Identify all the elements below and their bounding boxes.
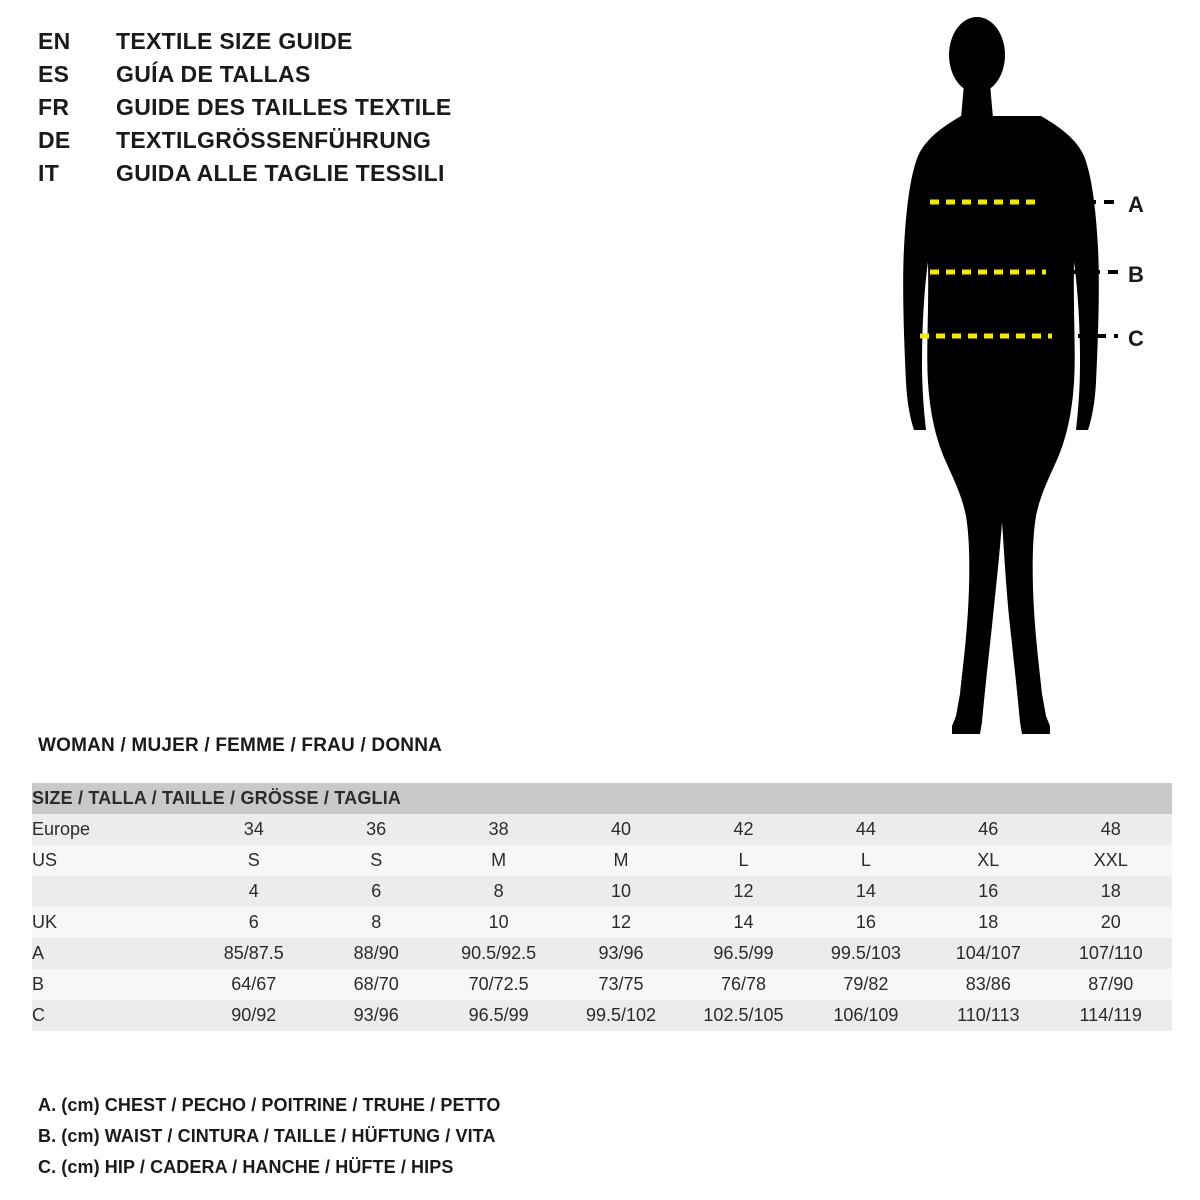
cell-a-1: 88/90 [353,943,399,963]
cell-c-2: 96.5/99 [468,1005,529,1025]
cell-a-6: 104/107 [955,943,1021,963]
cell-uk-0: 6 [248,912,259,932]
title-row-es [38,61,658,94]
cell-b-5: 79/82 [843,974,889,994]
title-row-fr [38,94,658,127]
table-row [32,845,1172,876]
title-lang-en: EN [38,28,71,54]
cell-europe-7: 48 [1100,819,1121,839]
cell-c-4: 102.5/105 [703,1005,784,1025]
cell-b-6: 83/86 [965,974,1011,994]
title-text-fr: GUIDE DES TAILLES TEXTILE [116,94,452,120]
title-lang-it: IT [38,160,60,186]
cell-c-5: 106/109 [833,1005,899,1025]
table-row [32,1000,1172,1031]
cell-b-0: 64/67 [231,974,277,994]
title-lang-es: ES [38,61,70,87]
cell-uk-6: 18 [978,912,999,932]
cell-uk-3: 12 [611,912,632,932]
cell-b-2: 70/72.5 [468,974,529,994]
cell-us-4: L [738,850,749,870]
cell-c-1: 93/96 [353,1005,399,1025]
footnote-waist: B. (cm) WAIST / CINTURA / TAILLE / HÜFTUNG / VITA [38,1126,496,1146]
cell-europe-2: 38 [488,819,509,839]
cell-b-3: 73/75 [598,974,644,994]
measure-label-c: C [1128,326,1144,351]
section-heading: WOMAN / MUJER / FEMME / FRAU / DONNA [38,735,443,756]
table-row [32,876,1172,907]
table-row [32,907,1172,938]
cell-us-7: XXL [1093,850,1128,870]
cell-c-3: 99.5/102 [586,1005,657,1025]
body-figure [860,10,1190,750]
size-table [32,783,1172,1031]
cell-usnum-6: 16 [978,881,999,901]
cell-uk-2: 10 [488,912,509,932]
cell-usnum-1: 6 [371,881,382,901]
cell-usnum-3: 10 [611,881,632,901]
cell-us-6: XL [977,850,1000,870]
cell-europe-0: 34 [243,819,264,839]
cell-a-0: 85/87.5 [223,943,284,963]
cell-europe-1: 36 [366,819,387,839]
cell-us-3: M [613,850,629,870]
cell-usnum-2: 8 [493,881,504,901]
cell-usnum-7: 18 [1100,881,1121,901]
table-header-row [32,783,1172,814]
title-lang-fr: FR [38,94,70,120]
cell-europe-5: 44 [855,819,876,839]
row-label-b: B [32,974,45,994]
row-label-us-numeric [32,876,193,907]
cell-uk-7: 20 [1100,912,1121,932]
row-label-a: A [32,943,45,963]
table-row [32,969,1172,1000]
cell-us-2: M [491,850,507,870]
cell-usnum-4: 12 [733,881,754,901]
cell-us-1: S [370,850,383,870]
cell-a-2: 90.5/92.5 [461,943,537,963]
cell-europe-3: 40 [611,819,632,839]
cell-b-4: 76/78 [720,974,766,994]
title-row-de [38,127,658,160]
row-label-europe: Europe [32,819,91,839]
footnotes [38,1090,838,1183]
footnote-hip: C. (cm) HIP / CADERA / HANCHE / HÜFTE / HIPS [38,1157,454,1177]
table-row [32,814,1172,845]
title-text-en: TEXTILE SIZE GUIDE [116,28,353,54]
woman-silhouette-icon [860,10,1190,750]
cell-b-7: 87/90 [1088,974,1134,994]
title-text-es: GUÍA DE TALLAS [116,61,311,87]
cell-a-3: 93/96 [598,943,644,963]
table-row [32,938,1172,969]
cell-usnum-0: 4 [248,881,259,901]
cell-uk-5: 16 [855,912,876,932]
title-row-en [38,28,658,61]
cell-usnum-5: 14 [855,881,876,901]
row-label-us: US [32,850,58,870]
table-header-label: SIZE / TALLA / TAILLE / GRÖSSE / TAGLIA [32,783,1172,814]
cell-europe-6: 46 [978,819,999,839]
cell-europe-4: 42 [733,819,754,839]
title-block [38,28,658,193]
cell-us-0: S [247,850,260,870]
title-text-it: GUIDA ALLE TAGLIE TESSILI [116,160,445,186]
measure-label-b: B [1128,262,1144,287]
cell-a-4: 96.5/99 [713,943,774,963]
cell-c-6: 110/113 [957,1005,1020,1025]
cell-c-0: 90/92 [231,1005,277,1025]
footnote-chest: A. (cm) CHEST / PECHO / POITRINE / TRUHE / PETTO [38,1095,501,1115]
cell-us-5: L [860,850,871,870]
cell-uk-1: 8 [371,912,382,932]
row-label-c: C [32,1005,45,1025]
measure-label-a: A [1128,192,1144,217]
title-row-it [38,160,658,193]
row-label-uk: UK [32,912,58,932]
cell-c-7: 114/119 [1079,1005,1142,1025]
cell-b-1: 68/70 [353,974,399,994]
cell-uk-4: 14 [733,912,754,932]
title-text-de: TEXTILGRÖSSENFÜHRUNG [116,127,432,153]
cell-a-5: 99.5/103 [830,943,901,963]
title-lang-de: DE [38,127,71,153]
cell-a-7: 107/110 [1078,943,1143,963]
